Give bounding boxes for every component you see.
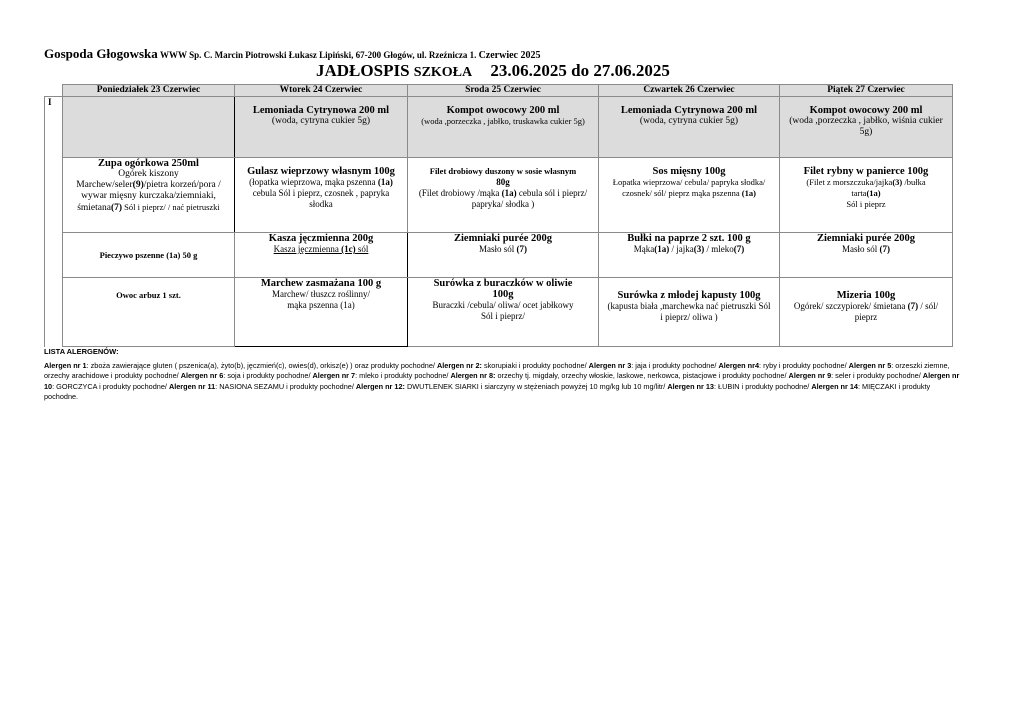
text: czosnek/ sól/ pieprz mąka pszenna: [622, 188, 742, 198]
dish-line: papryka/ słodka ): [471, 199, 535, 209]
text: / sól/: [918, 301, 939, 311]
allergen-code: (9): [132, 180, 144, 190]
day-header-tuesday: Wtorek 24 Czerwiec: [235, 85, 408, 97]
dish-name: Gulasz wieprzowy własnym 100g: [247, 166, 395, 177]
dish-line: Buraczki /cebula/ oliwa/ ocet jabłkowy: [432, 300, 574, 310]
day-header-wednesday: Środa 25 Czerwiec: [408, 85, 599, 97]
side-tuesday: [235, 233, 408, 278]
dish-line: [237, 244, 405, 255]
text: Masło sól: [478, 244, 517, 254]
title-dates: 23.06.2025 do 27.06.2025: [490, 61, 670, 80]
extra-thursday: [599, 278, 780, 347]
allergen-code: (7): [907, 301, 919, 311]
side-thursday: [599, 233, 780, 278]
drink-name: Kompot owocowy 200 ml: [809, 105, 923, 116]
text: / mleko: [704, 244, 734, 254]
drink-desc: (woda, cytryna cukier 5g): [271, 116, 371, 126]
allergen-label: Alergen nr 13: [667, 381, 714, 391]
document-header: [44, 46, 541, 62]
corner-cell: [45, 85, 63, 97]
dish-name: Pieczywo pszenne (1a) 50 g: [99, 249, 198, 260]
drink-desc: (woda, cytryna cukier 5g): [639, 116, 739, 126]
allergen-desc: : ryby i produkty pochodne/: [759, 360, 849, 370]
dish-name-2: 80g: [496, 177, 510, 187]
text: śmietana: [77, 203, 111, 213]
allergen-desc: : orzeszki ziemne, orzechy arachidowe i produkty pochodne/: [44, 360, 950, 381]
dish-line: [782, 301, 950, 312]
lunch-thursday: [599, 158, 780, 233]
dish-line: [782, 244, 950, 255]
allergen-code: (1c): [341, 244, 356, 254]
dish-line: (kapusta biała ,marchewka nać pietruszki Sól: [607, 301, 771, 311]
dish-line: cebula Sól i pieprz, czosnek , papryka: [252, 188, 390, 198]
row-label-blank: [45, 158, 63, 233]
allergen-desc: : NASIONA SEZAMU i produkty pochodne/: [215, 381, 356, 391]
allergen-label: Alergen nr4: [718, 360, 760, 370]
dish-name-2: 100g: [492, 289, 514, 300]
dish-name: Mizeria 100g: [836, 290, 896, 301]
drink-tuesday: [235, 97, 408, 158]
allergen-heading: LISTA ALERGENÓW:: [44, 347, 119, 356]
allergen-label: Alergen nr 3: [588, 360, 632, 370]
allergen-code: (1a): [741, 188, 756, 198]
allergen-code: (7): [516, 244, 527, 254]
dish-line: Sól i pieprz: [846, 199, 886, 209]
drinks-row: [45, 97, 953, 158]
allergen-code: (7): [110, 203, 123, 213]
allergen-desc: : GORCZYCA i produkty pochodne/: [52, 381, 169, 391]
dish-line: Ogórek kiszony: [118, 169, 179, 179]
allergen-desc: : soja i produkty pochodne/: [223, 371, 313, 381]
allergen-label: Alergen nr 10: [44, 371, 960, 391]
dish-line: [65, 180, 232, 191]
text: Mąka: [633, 244, 655, 254]
brand-name: Gospoda Głogowska: [44, 46, 158, 61]
allergen-desc: DWUTLENEK SIARKI i siarczyny w stężeniach powyżej 10 mg/kg lub 10 mg/litr/: [404, 381, 668, 391]
dish-line: [782, 177, 950, 188]
row-label-blank: [45, 233, 63, 278]
dish-line: Marchew/ tłuszcz roślinny/: [272, 289, 370, 299]
allergen-label: Alergen nr 9: [788, 371, 832, 381]
text: (łopatka wieprzowa, mąka pszenna: [249, 177, 378, 187]
allergen-label: Alergen nr 5: [848, 360, 892, 370]
text: /bułka: [902, 177, 926, 187]
dish-line: [782, 188, 950, 199]
extra-monday: [63, 278, 235, 347]
dish-line: Sól i pieprz/: [481, 311, 525, 321]
dish-name: Marchew zasmażana 100 g: [260, 278, 382, 289]
side-row: [45, 233, 953, 278]
dish-line: [65, 202, 232, 214]
day-header-thursday: Czwartek 26 Czerwiec: [599, 85, 780, 97]
allergen-desc: : mleko i produkty pochodne/: [355, 371, 451, 381]
allergen-label: Alergen nr 7: [312, 371, 356, 381]
days-header-row: [45, 85, 953, 97]
dish-line: [601, 188, 777, 199]
extra-friday: [780, 278, 953, 347]
allergen-label: Alergen nr 14: [811, 381, 858, 391]
dish-name: Surówka z młodej kapusty 100g: [617, 290, 761, 301]
extra-wednesday: [408, 278, 599, 347]
dish-name: Kasza jęczmienna 200g: [268, 233, 374, 244]
text: Marchew/seler: [76, 180, 133, 190]
allergen-code: (1a): [377, 177, 393, 187]
text: / jajka: [669, 244, 694, 254]
dish-line: i pieprz/ oliwa ): [660, 312, 718, 322]
allergen-list: [44, 347, 964, 403]
lunch-tuesday: [235, 158, 408, 233]
allergen-code: (3): [892, 177, 903, 187]
drink-name: Lemoniada Cytrynowa 200 ml: [252, 105, 390, 116]
drink-monday: [63, 97, 235, 158]
allergen-label: Alergen nr 1: [44, 360, 87, 370]
dish-name: Owoc arbuz 1 szt.: [116, 290, 181, 300]
dish-line: słodka: [309, 199, 333, 209]
row-label-blank: [45, 278, 63, 347]
allergen-desc: : seler i produkty pochodne/: [831, 371, 923, 381]
drink-friday: [780, 97, 953, 158]
dish-name: Ziemniaki purée 200g: [453, 233, 552, 244]
lunch-wednesday: [408, 158, 599, 233]
allergen-label: Alergen nr 6: [180, 371, 224, 381]
text: Ogórek/ szczypiorek/ śmietana: [793, 301, 908, 311]
text: Masło sól: [841, 244, 880, 254]
text: /pietra korzeń/pora /: [143, 180, 221, 190]
allergen-desc: : ŁUBIN i produkty pochodne/: [714, 381, 812, 391]
side-friday: [780, 233, 953, 278]
allergen-label: Alergen nr 2:: [436, 360, 482, 370]
drink-desc: (woda ,porzeczka , jabłko, truskawka cukier 5g): [421, 116, 585, 126]
dish-line: pieprz: [854, 312, 878, 322]
dish-name: Surówka z buraczków w oliwie: [433, 278, 573, 289]
text: Sól i pieprz/ / nać pietruszki: [122, 202, 220, 212]
allergen-desc: : zboża zawierające gluten ( pszenica(a), żyto(b), jęczmień(c), owies(d), orkisz(e) ) oraz produkty pochodne/: [86, 360, 437, 370]
title-sub: SZKOŁA: [413, 65, 473, 80]
drink-name: Kompot owocowy 200 ml: [446, 105, 560, 116]
side-monday: [63, 233, 235, 278]
side-wednesday: [408, 233, 599, 278]
title-main: JADŁOSPIS: [316, 61, 410, 80]
allergen-code: (1a): [654, 244, 670, 254]
company-info: WWW Sp. C. Marcin Piotrowski Łukasz Lipiński, 67-200 Głogów, ul. Rzeźnicza 1.: [160, 50, 477, 60]
text: (Filet drobiowy /mąka: [418, 188, 502, 198]
drink-thursday: [599, 97, 780, 158]
allergen-code: (1a): [866, 188, 881, 198]
menu-table: [44, 84, 953, 347]
allergen-code: (7): [879, 244, 890, 254]
menu-title: [316, 61, 670, 81]
allergen-code: (7): [733, 244, 745, 254]
dish-name: Filet rybny w panierce 100g: [803, 166, 929, 177]
dish-name: Bułki na paprze 2 szt. 100 g: [627, 233, 751, 244]
text: sól: [355, 244, 369, 254]
extra-tuesday: [235, 278, 408, 347]
dish-line: wywar mięsny kurczaka/ziemniaki,: [81, 191, 216, 201]
dish-line: [601, 244, 777, 255]
allergen-text: [44, 361, 964, 403]
lunch-monday: [63, 158, 235, 233]
allergen-desc: : MIĘCZAKI i produkty pochodne.: [44, 381, 931, 402]
dish-name: Ziemniaki purée 200g: [816, 233, 915, 244]
allergen-desc: skorupiaki i produkty pochodne/: [481, 360, 589, 370]
lunch-row: [45, 158, 953, 233]
text: Kasza jęczmienna: [273, 244, 342, 254]
lunch-friday: [780, 158, 953, 233]
extra-row: [45, 278, 953, 347]
allergen-code: (1a): [501, 188, 517, 198]
allergen-desc: orzechy tj. migdały, orzechy włoskie, laskowe, nerkowca, pistacjowe i produkty pochodne/: [495, 371, 789, 381]
dish-line: Łopatka wieprzowa/ cebula/ papryka słodka/: [612, 177, 766, 187]
allergen-desc: : jaja i produkty pochodne/: [631, 360, 719, 370]
drink-name: Lemoniada Cytrynowa 200 ml: [620, 105, 758, 116]
allergen-label: Alergen nr 11: [168, 381, 216, 391]
dish-line: mąka pszenna (1a): [287, 300, 355, 310]
dish-name: Filet drobiowy duszony w sosie własnym: [429, 166, 577, 176]
dish-line: [410, 188, 596, 199]
text: (Filet z morszczuka/jajka: [806, 177, 893, 187]
allergen-label: Alergen nr 12:: [355, 381, 405, 391]
header-month: Czerwiec 2025: [478, 50, 541, 61]
text: tarta: [851, 188, 867, 198]
day-header-friday: Piątek 27 Czerwiec: [780, 85, 953, 97]
dish-line: [410, 244, 596, 255]
allergen-label: Alergen nr 8:: [450, 371, 496, 381]
allergen-code: (3): [693, 244, 705, 254]
dish-line: [237, 177, 405, 188]
drink-wednesday: [408, 97, 599, 158]
dish-name: Zupa ogórkowa 250ml: [98, 158, 199, 169]
drink-desc: (woda ,porzeczka , jabłko, wiśnia cukier 5g): [789, 116, 943, 137]
row-label: I: [45, 97, 63, 158]
text: cebula sól i pieprz/: [516, 188, 588, 198]
dish-name: Sos mięsny 100g: [652, 166, 726, 177]
day-header-monday: Poniedziałek 23 Czerwiec: [63, 85, 235, 97]
